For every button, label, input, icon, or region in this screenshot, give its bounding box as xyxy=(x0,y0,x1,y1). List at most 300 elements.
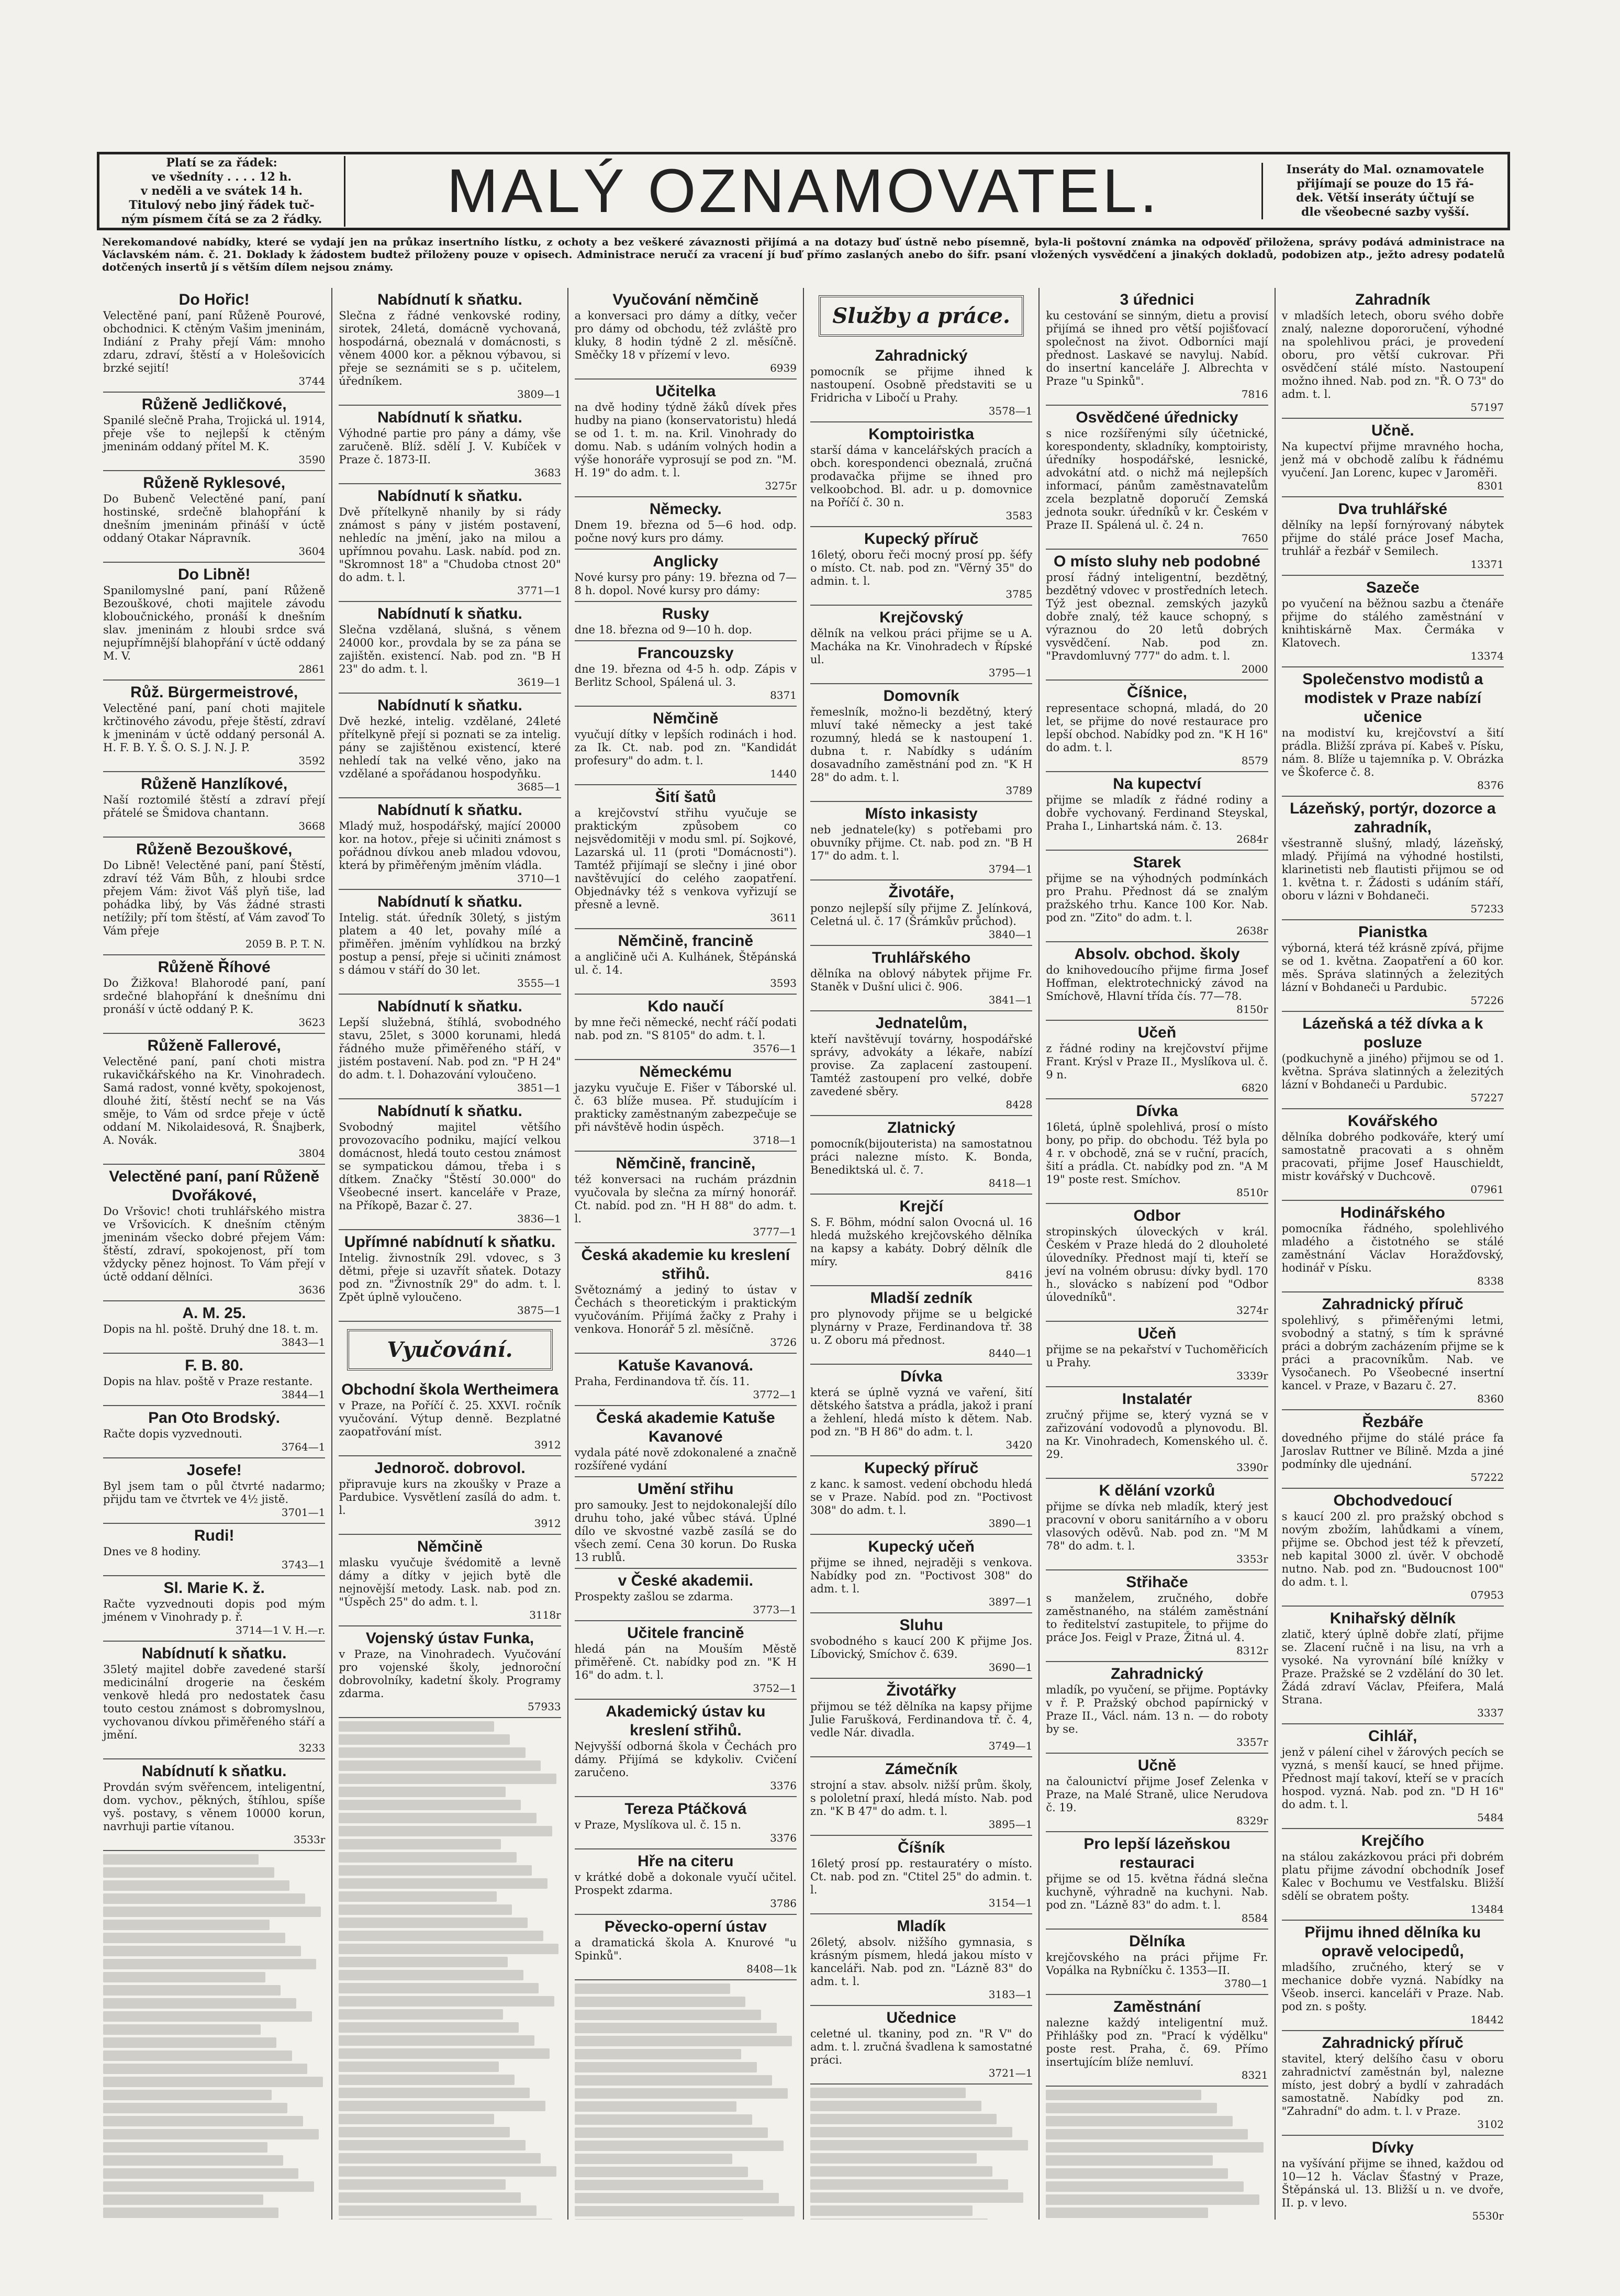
ad-text: přijme se od 15. května řádná slečna kuchyně, výhradně na kuchyni. Nab. pod zn. "Lázně 83" do adm. t. l. xyxy=(1046,1873,1268,1911)
ad-text: svobodného s kaucí 200 K přijme Jos. Líbovický, Smíchov č. 639. xyxy=(810,1635,1033,1660)
ad-code: 57197 xyxy=(1470,401,1504,414)
classified-ad xyxy=(103,393,325,471)
ad-text: Velectěné paní, paní choti majitele krčtinového závodu, přeje štěstí, zdraví k jmeninám v úctě oddaný personál A. H. F. B. Y. Š. O. S. J. N. J. P. xyxy=(103,702,326,754)
ad-text: z řádné rodiny na krejčovství přijme Frant. Krýsl v Praze II., Myslíkova ul. č. 9 n. xyxy=(1046,1042,1268,1081)
ad-text: Spanilomyslné paní, paní Růženě Bezouškové, choti majitele závodu kloboučnického, pronáší k dnešním slav. jmeninám z hloubi srdce svá nejupřímnější blahopřání v úctě oddaný M. V. xyxy=(103,584,326,662)
ad-headline: Zahradnický příruč xyxy=(1322,2034,1463,2052)
ad-headline: Obchodní škola Wertheimera xyxy=(341,1381,558,1398)
classified-ad xyxy=(575,641,797,707)
classified-ad xyxy=(575,1060,797,1152)
ad-headline: Krejčího xyxy=(1361,1832,1424,1849)
ad-code: 57226 xyxy=(1470,994,1504,1007)
ad-text: na dvě hodiny týdně žáků dívek přes hudby na piano (konservatoristu) hledá se od 1. t. m. na. Kril. Vinohrady do domu. Nab. s udáním volných hodin a výše honoráře vyprosují se pod zn. "M. H. 19" do adm. t. l. xyxy=(574,401,797,479)
classified-ad xyxy=(575,1354,797,1406)
masthead xyxy=(97,152,1510,230)
ad-headline: Katuše Kavanová. xyxy=(618,1357,754,1374)
ad-headline: Zahradník xyxy=(1355,291,1431,308)
ad-headline: Akademický ústav ku kreslení střihů. xyxy=(606,1703,766,1739)
ad-text: pomocník(bijouterista) na samostatnou práci nalezne místo. K. Bonda, Benediktská ul. č. 7. xyxy=(810,1138,1033,1176)
ad-code: 13484 xyxy=(1470,1903,1504,1915)
classified-ad xyxy=(103,1354,325,1406)
ad-headline: Zahradnický xyxy=(1111,1665,1203,1682)
ad-text: Dopis na hl. poště. Druhý dne 18. t. m. xyxy=(103,1323,319,1335)
ad-text: Nové kursy pro pány: 19. března od 7—8 h. dopol. Nové kursy pro dámy: xyxy=(574,571,797,597)
ad-text: prosí řádný inteligentní, bezdětný, bezdětný vdovec v prostředních letech. Týž jest obeznal. zemských jazyků dobře znalý, též kauce schopný, s výraznou do 20 letů dobrých vysvědčení. Nab. pod zn. "Pravdomluvný 777" do adm. t. l. xyxy=(1046,571,1268,662)
classified-ad xyxy=(103,681,325,772)
classified-ad xyxy=(339,1099,561,1230)
ad-headline: Odbor xyxy=(1133,1207,1181,1224)
ad-code: 8150r xyxy=(1236,1003,1268,1016)
ad-code: 3789 xyxy=(1005,784,1033,797)
ad-headline: Pianistka xyxy=(1358,923,1427,941)
ad-code: 1440 xyxy=(770,767,797,780)
ad-code: 3376 xyxy=(770,1779,797,1792)
ad-headline: Růženě Bezouškové, xyxy=(136,841,293,858)
ad-headline: Životáře, xyxy=(888,884,954,901)
ad-code: 3420 xyxy=(1005,1439,1033,1451)
ad-text: přijme se na pekařství v Tuchoměřicích u Prahy. xyxy=(1046,1343,1268,1369)
ad-text: by mne řeči německé, nechť ráčí podati nab. pod zn. "S 8105" do adm. t. l. xyxy=(574,1016,797,1042)
ad-text: Provdán svým svěřencem, inteligentní, dom. vychov., pěkných, štíhlou, spíše vyš. postavy, s věnem 10000 korun, navrhuji partie vítanou. xyxy=(103,1781,326,1833)
classified-ad xyxy=(1282,1292,1504,1410)
insertion-rules-box xyxy=(1261,163,1507,219)
ad-code: 3183—1 xyxy=(988,1988,1033,2001)
ad-code: 57933 xyxy=(528,1700,561,1713)
ad-headline: Nabídnutí k sňatku. xyxy=(377,605,522,622)
classified-ad xyxy=(1046,942,1268,1021)
ad-headline: Nabídnutí k sňatku. xyxy=(377,409,522,426)
classified-ad xyxy=(575,1915,797,1980)
ad-code: 8416 xyxy=(1005,1268,1033,1281)
ad-text: dne 19. března od 4-5 h. odp. Zápis v Berlitz School, Spálená ul. 3. xyxy=(574,663,797,688)
ad-headline: Nabídnutí k sňatku. xyxy=(141,1645,287,1662)
classified-ad xyxy=(810,802,1032,880)
classified-column xyxy=(97,288,332,2220)
ad-code: 8418—1 xyxy=(988,1177,1033,1189)
ad-headline: Hodinářského xyxy=(1340,1204,1445,1221)
ad-code: 3690—1 xyxy=(988,1661,1033,1674)
classified-ad xyxy=(339,602,561,694)
ad-text: Do Bubenč Velectěné paní, paní hostinské, srdečně blahopřání k dnešním jmeninám přináší v úctě oddaný Otakar Nápravník. xyxy=(103,493,326,544)
ad-text: Prospekty zašlou se zdarma. xyxy=(574,1590,733,1603)
ad-code: 3683 xyxy=(534,466,561,479)
classified-ad xyxy=(810,1456,1032,1535)
ad-headline: Německému xyxy=(639,1063,732,1080)
ad-headline: Učitele francině xyxy=(627,1624,744,1642)
classified-ad xyxy=(1282,497,1504,576)
newsprint-filler xyxy=(103,1854,325,2220)
ad-code: 7816 xyxy=(1241,388,1268,400)
classified-ad xyxy=(575,1243,797,1354)
ad-text: pro plynovody přijme se u belgické plynárny v Praze, Ferdinandova tř. 38 u. Z oboru má přednost. xyxy=(810,1308,1033,1346)
ad-headline: Česká akademie Katuše Kavanové xyxy=(596,1409,775,1445)
ad-code: 3576—1 xyxy=(753,1042,797,1055)
ad-code: 07953 xyxy=(1470,1589,1504,1601)
ad-code: 3636 xyxy=(298,1284,326,1296)
ad-code: 3764—1 xyxy=(281,1441,326,1453)
ad-code: 3809—1 xyxy=(517,388,561,400)
newsprint-filler xyxy=(575,1983,797,2220)
ad-headline: Starek xyxy=(1133,854,1181,871)
ad-text: po vyučení na běžnou sazbu a čtenáře přijme do stálého zaměstnání v knihtiskárně Max. Čermáka v Klatovech. xyxy=(1281,597,1504,649)
ad-headline: Kupecký příruč xyxy=(864,1459,979,1477)
right-line: dle všeobecné sazby vyšší. xyxy=(1301,205,1469,219)
classified-ad xyxy=(810,1286,1032,1365)
ad-headline: Střihače xyxy=(1126,1574,1188,1591)
ad-headline: Vyučování němčině xyxy=(612,291,759,308)
classified-ad xyxy=(575,707,797,785)
classified-ad xyxy=(1046,1099,1268,1204)
ad-headline: Nabídnutí k sňatku. xyxy=(377,697,522,714)
ad-text: celetné ul. tkaniny, pod zn. "R V" do adm. t. l. zručná švadlena k samostatné práci. xyxy=(810,2027,1033,2066)
classified-ad xyxy=(103,471,325,563)
ad-headline: Komptoiristka xyxy=(868,426,974,443)
ad-code: 3593 xyxy=(770,977,797,989)
ad-code: 3611 xyxy=(770,911,797,924)
ad-code: 3685—1 xyxy=(517,781,561,793)
ad-code: 3592 xyxy=(298,754,326,767)
pricing-box xyxy=(99,156,345,227)
newsprint-filler xyxy=(810,2088,1032,2220)
classified-ad xyxy=(575,1621,797,1700)
ad-code: 3619—1 xyxy=(517,676,561,688)
classified-ad xyxy=(1282,1921,1504,2031)
ad-headline: v České akademii. xyxy=(618,1572,754,1589)
classified-ad xyxy=(339,288,561,406)
classified-ad xyxy=(1046,1832,1268,1930)
classified-ad xyxy=(575,1700,797,1797)
ad-code: 3590 xyxy=(298,453,326,466)
classified-column xyxy=(1040,288,1275,2220)
ad-code: 8360 xyxy=(1477,1392,1504,1405)
ad-headline: Krejčí xyxy=(899,1198,943,1215)
ad-code: 3274r xyxy=(1236,1304,1268,1317)
ad-code: 3786 xyxy=(770,1897,797,1910)
ad-code: 8408—1k xyxy=(746,1963,797,1975)
ad-code: 3804 xyxy=(298,1147,326,1160)
ad-code: 3357r xyxy=(1236,1736,1268,1748)
ad-headline: Učně xyxy=(1137,1757,1177,1774)
ad-code: 3843—1 xyxy=(281,1336,326,1348)
classified-column xyxy=(1276,288,1510,2220)
ad-headline: Řezbáře xyxy=(1362,1413,1424,1431)
classified-ad xyxy=(1282,667,1504,797)
classified-ad xyxy=(1282,2031,1504,2136)
ad-code: 2638r xyxy=(1236,924,1268,937)
ad-code: 3555—1 xyxy=(517,977,561,989)
ad-headline: 3 úřednici xyxy=(1120,291,1194,308)
ad-headline: Truhlářského xyxy=(872,949,971,966)
ad-text: Do Libně! Velectěné paní, paní Štěstí, zdraví též Vám Bůh, z hloubi srdce přejem Vám: život Váš plyň tiše, lad pohádka libý, by Vás žádné strasti netížily; pří tom štěstí, ať Vám zavoď To Vám přeje xyxy=(103,859,326,937)
ad-text: a dramatická škola A. Knurové "u Spinků". xyxy=(574,1936,797,1962)
ad-headline: Na kupectví xyxy=(1113,775,1201,793)
right-line: přijímají se pouze do 15 řá- xyxy=(1297,177,1474,191)
classified-ad xyxy=(339,1626,561,1718)
ad-headline: Dívka xyxy=(1136,1102,1178,1120)
ad-text: strojní a stav. absolv. nižší prům. školy, s pololetní praxí, hledá místo. Nab. pod zn. "K B 47" do adm. t. l. xyxy=(810,1779,1033,1818)
ad-text: na vyšívání přijme se ihned, každou od 10—12 h. Václav Šťastný v Praze, Štěpánská ul. 13. Bližší u n. ve dvoře, II. p. v levo. xyxy=(1281,2157,1504,2209)
classified-ad xyxy=(810,1195,1032,1286)
ad-headline: Zámečník xyxy=(885,1760,958,1778)
ad-code: 8338 xyxy=(1477,1275,1504,1287)
classified-ad xyxy=(1282,419,1504,497)
ad-code: 3275r xyxy=(765,480,797,492)
classified-ad xyxy=(103,1034,325,1165)
classified-ad xyxy=(1046,772,1268,851)
classified-ad xyxy=(339,406,561,484)
ad-text: všestranně slušný, mladý, lázeňský, mladý. Přijímá na výhodné hostilsti, klarinetisti neb flautisti přijmou se od 1. května t. r. Žádosti s udáním stáří, oboru v lázni v Bohdaneči. xyxy=(1281,837,1504,902)
ad-code: 8579 xyxy=(1241,754,1268,767)
classified-ad xyxy=(1046,550,1268,681)
ad-code: 3795—1 xyxy=(988,666,1033,679)
ad-text: mlasku vyučuje švédomitě a levně dámy a dítky v jejich bytě dle nejnovější metody. Lask. nab. pod zn. "Úspěch 25" do adm. t. l. xyxy=(339,1556,561,1608)
ad-text: přijme se dívka neb mladík, který jest pracovní v oboru sanitárního a v oboru vlasových oděvů. Nab. pod zn. "M M 78" do adm. t. l. xyxy=(1046,1500,1268,1552)
classified-ad xyxy=(1282,1109,1504,1201)
ad-code: 3749—1 xyxy=(988,1740,1033,1752)
ad-headline: Kupecký učeň xyxy=(868,1538,975,1555)
ad-text: 26letý, absolv. nižšího gymnasia, s krásným písmem, hledá jakou místo v kanceláři. Nab. pod zn. "Lázně 83" do adm. t. l. xyxy=(810,1936,1033,1988)
ad-text: Račte dopis vyzvednouti. xyxy=(103,1428,242,1440)
ad-text: pomocníka řádného, spolehlivého mladého a čistotného se stálé zaměstnání Václav Horažďovský, hodinář v Písku. xyxy=(1281,1222,1504,1274)
ad-headline: Růženě Hanzlíkové, xyxy=(141,775,288,793)
right-line: dek. Větší inseráty účtují se xyxy=(1296,191,1474,205)
ad-headline: Domovník xyxy=(883,687,959,705)
ad-text: pomocník se přijme ihned k nastoupení. Osobně představiti se u Fridricha v Libočí u Prahy. xyxy=(810,365,1033,404)
ad-code: 3771—1 xyxy=(517,584,561,597)
ad-code: 3583 xyxy=(1005,509,1033,522)
ad-headline: O místo sluhy neb podobné xyxy=(1053,553,1260,570)
ad-headline: Učeň xyxy=(1137,1325,1177,1342)
classified-ad xyxy=(1282,1607,1504,1724)
newsprint-filler xyxy=(339,1721,561,2220)
classified-ad xyxy=(1282,1410,1504,1489)
ad-headline: Lázeňský, portýr, dozorce a zahradník, xyxy=(1290,800,1496,836)
classified-ad xyxy=(103,838,325,955)
ad-headline: Pěvecko-operní ústav xyxy=(604,1918,767,1935)
ad-text: Nejvyšší odborná škola v Čechách pro dámy. Přijímá se kdykoliv. Cvičení zaručeno. xyxy=(574,1740,797,1779)
ad-text: dělník na velkou práci přijme se u A. Macháka na Kr. Vinohradech v Řípské ul. xyxy=(810,627,1033,666)
ad-text: neb jednatele(ky) s potřebami pro obuvníky přijme. Ct. nab. pod zn. "B H 17" do adm. t. l. xyxy=(810,823,1033,862)
ad-text: Svobodný majitel většího provozovacího podniku, mající velkou domácnost, hledá touto cestou známost se sympatickou dámou, třeba i s dítkem. Značky "Štěstí 30.000" do Všeobecné insert. kanceláře v Praze, na Příkopě, Bazar č. 27. xyxy=(339,1121,561,1212)
ad-headline: Nabídnutí k sňatku. xyxy=(377,893,522,910)
ad-text: Dvě přítelkyně nhanily by si rády známost s pány v jistém postavení, nehledíc na jmění, jako na milou a upřímnou povahu. Lask. nabíd. pod zn. "Skromnost 18" a "Chudoba ctnost 20" do adm. t. l. xyxy=(339,506,561,584)
ad-headline: Učitelka xyxy=(655,383,716,400)
ad-code: 3875—1 xyxy=(517,1304,561,1317)
classified-ad xyxy=(810,1535,1032,1613)
ad-text: kteří navštěvují továrny, hospodářské správy, advokáty a lékaře, nabízí provise. Za zaplacení zastoupení. Tamtéž zastoupení pro velké, dobře zavedené sběry. xyxy=(810,1033,1033,1098)
ad-text: dělníky na lepší fornýrovaný nábytek přijme do stálé práce Josef Macha, truhlář a řezbář v Semilech. xyxy=(1281,519,1504,558)
ad-text: Intelig. stát. úředník 30letý, s jistým platem a 40 let, povahy mílé a přiměřen. jměním vyhlídkou na brzký postup a pensí, přeje si učiniti známost s dámou v stáří do 30 let. xyxy=(339,911,561,976)
ad-text: z kanc. k samost. vedení obchodu hledá se v Praze. Nabíd. pod zn. "Poctivost 308" do adm. t. l. xyxy=(810,1478,1033,1517)
left-line: Titulový nebo jiný řádek tuč- xyxy=(129,198,315,212)
ad-text: hledá pán na Mouším Městě přiměřeně. Ct. nabídky pod zn. "K H 16" do adm. t. l. xyxy=(574,1643,797,1681)
ad-code: 3785 xyxy=(1005,588,1033,600)
newsprint-filler xyxy=(1046,2090,1268,2220)
classified-ad xyxy=(103,772,325,838)
ad-code: 3752—1 xyxy=(753,1682,797,1695)
ad-text: jazyku vyučuje E. Fišer v Táborské ul. č. 63 blíže musea. Př. studujícím i prakticky zaměstnaným zabezpečuje se při návštěvě hodin úspěch. xyxy=(574,1082,797,1133)
ad-text: dne 18. března od 9—10 h. dop. xyxy=(574,623,753,636)
ad-code: 3668 xyxy=(298,820,326,832)
ad-text: a konversaci pro dámy a dítky, večer pro dámy od obchodu, též zvláště pro kluky, 8 hodin týdně 2 zl. měsíčně. Směčky 18 v přízemí v levo. xyxy=(574,309,797,361)
classified-ad xyxy=(810,880,1032,946)
classified-ad xyxy=(1282,1201,1504,1292)
ad-headline: Tereza Ptáčková xyxy=(624,1800,747,1818)
ad-headline: Kdo naučí xyxy=(647,998,724,1015)
ad-code: 2861 xyxy=(298,663,326,675)
right-line: Inseráty do Mal. oznamovatele xyxy=(1286,163,1484,176)
ad-text: zručný přijme se, který vyzná se v zařizování vodovodů a plynovodu. Bl. na Kr. Vinohradech, Komenského ul. č. 29. xyxy=(1046,1409,1268,1461)
ad-code: 57233 xyxy=(1470,902,1504,915)
ad-text: nalezne každý inteligentní muž. Přihlášky pod zn. "Prací k výdělku" poste rest. Praha, č. 69. Přímo insertujícím blíže nemluví. xyxy=(1046,2016,1268,2068)
ad-headline: Dívka xyxy=(900,1368,943,1385)
classified-ad xyxy=(103,955,325,1034)
ad-text: vyučují dítky v lepších rodinách i hod. za Ik. Ct. nab. pod zn. "Kandidát profesury" do adm. t. l. xyxy=(574,728,797,767)
classified-ad xyxy=(103,1301,325,1354)
ad-text: starší dáma v kancelářských pracích a obch. korespondenci obeznalá, zručná prodavačka přijme se ihned pro velkoobchod. Bl. adr. u p. domovnice na Poříčí č. 30 n. xyxy=(810,444,1033,509)
ad-text: Výhodné partie pro pány a dámy, vše zaručeně. Blíž. sdělí J. V. Kubíček v Praze č. 1873-II. xyxy=(339,427,561,466)
classified-ad xyxy=(1046,1754,1268,1832)
classified-ad xyxy=(575,1797,797,1849)
ad-code: 3710—1 xyxy=(517,872,561,885)
ad-text: přijme se ihned, nejraději s venkova. Nabídky pod zn. "Poctivost 308" do adm. t. l. xyxy=(810,1556,1033,1595)
ad-text: v Praze, Myslíkova ul. č. 15 n. xyxy=(574,1819,742,1831)
ad-code: 2000 xyxy=(1241,663,1268,675)
ad-code: 3233 xyxy=(298,1742,326,1754)
ad-text: Dopis na hlav. poště v Praze restante. xyxy=(103,1375,313,1388)
classified-ad xyxy=(810,684,1032,802)
ad-headline: Dělníka xyxy=(1129,1933,1185,1950)
classified-ad xyxy=(810,1613,1032,1679)
ad-text: Byl jsem tam o půl čtvrté nadarmo; přijdu tam ve čtvrtek ve 4½ jistě. xyxy=(103,1480,326,1506)
ad-code: 3841—1 xyxy=(988,994,1033,1006)
ad-text: 16letá, úplně spolehlivá, prosí o místo bony, po přip. do obchodu. Též byla po 4 r. v obchodě, zná se v ruční, pracích, šití a prádla. Ct. nabídky pod zn. "A M 19" poste rest. Smíchov. xyxy=(1046,1121,1268,1186)
ad-text: Praha, Ferdinandova tř. čís. 11. xyxy=(574,1375,750,1388)
ad-code: 3743—1 xyxy=(281,1558,326,1571)
ad-code: 07961 xyxy=(1470,1183,1504,1196)
ad-code: 3154—1 xyxy=(988,1897,1033,1909)
ad-text: a angličině uči A. Kulhánek, Štěpánská ul. č. 14. xyxy=(574,951,797,976)
ad-headline: Jednatelům, xyxy=(875,1015,967,1032)
ad-text: Velectěné paní, paní choti mistra rukavičkářského na Kr. Vinohradech. Samá radost, vonné květy, spokojenost, dlouhé žití, štěstí nechť se na Vás směje, to Vám od srdce přeje v úctě oddaní M. Nikolaidesová, R. Šnajberk, A. Novák. xyxy=(103,1055,326,1146)
ad-headline: A. M. 25. xyxy=(182,1305,247,1322)
ad-text: v Praze, na Poříčí č. 25. XXVI. ročník vyučování. Výtup denně. Bezplatné zaopatřování míst. xyxy=(339,1399,561,1438)
ad-text: do knihovedoucího přijme firma Josef Hoffman, elektrotechnický závod na Smíchově, Hlavní třída čís. 77—78. xyxy=(1046,964,1268,1002)
ad-text: zlatič, který úplně dobře zlatí, přijme se. Zlacení ručně i na lisu, na vrh a vysoké. Na vyrovnání bílé knížky v Praze. Pražské se 2 vzdělání do 30 let. Žádá zdraví Václav, Pfeifera, Malá Strana. xyxy=(1281,1628,1504,1706)
ad-text: vydala páté nově zdokonalené a značně rozšířené vydání xyxy=(574,1446,797,1472)
ad-code: 8510r xyxy=(1236,1186,1268,1199)
classified-ad xyxy=(1282,288,1504,419)
ad-code: 3390r xyxy=(1236,1461,1268,1474)
classified-ad xyxy=(1046,1479,1268,1570)
ad-headline: Nabídnutí k sňatku. xyxy=(377,487,522,505)
ad-headline: Dívky xyxy=(1371,2139,1414,2156)
classified-ad xyxy=(339,1378,561,1456)
ad-text: Intelig. živnostník 29l. vdovec, s 3 dětmi, přeje si uzavřít sňatek. Dotazy pod zn. "Živnostník 29" do adm. t. l. Zpět úplně vyloučeno. xyxy=(339,1252,561,1303)
ad-headline: Josefe! xyxy=(186,1462,242,1479)
ad-headline: Nabídnutí k sňatku. xyxy=(377,1102,522,1120)
classified-ad xyxy=(339,484,561,602)
ad-headline: Pan Oto Brodský. xyxy=(148,1409,281,1426)
ad-text: Naší roztomilé štěstí a zdraví přejí přátelé se Šmidova chantann. xyxy=(103,794,326,819)
ad-text: Do Vršovic! choti truhlářského mistra ve Vršovicích. K dnešním ctěným jmeninám všecko dobré přejem Vám: štěstí, zdraví, spokojenost, pří tom vždycky pěnez hojnost. To Vám přejí v úctě oddaní dělníci. xyxy=(103,1205,326,1283)
ad-text: připravuje kurs na zkoušky v Praze a Pardubice. Vysvětlení zasílá do adm. t. l. xyxy=(339,1478,561,1517)
classified-column xyxy=(332,288,568,2220)
classified-ad xyxy=(339,995,561,1099)
classified-column xyxy=(804,288,1040,2220)
classified-ad xyxy=(810,2006,1032,2085)
ad-code: 3718—1 xyxy=(753,1134,797,1146)
ad-text: representace schopná, mladá, do 20 let, se přijme do nové restaurace pro lepší obchod. Nabídky pod zn. "K H 16" do adm. t. l. xyxy=(1046,702,1268,754)
classified-ad xyxy=(1282,2136,1504,2220)
classified-ad xyxy=(575,288,797,380)
ad-code: 3701—1 xyxy=(281,1506,326,1519)
ad-code: 3533r xyxy=(293,1833,326,1846)
ad-code: 5530r xyxy=(1472,2210,1504,2220)
ad-text: Lepší služebná, štíhlá, svobodného stavu, 25let, s 3000 korunami, hledá řádného muže přiměřeného stáří, v jistém postavení. Nab. pod zn. "P H 24" do adm. t. l. Dohazování vyloučeno. xyxy=(339,1016,561,1081)
ad-code: 6820 xyxy=(1241,1082,1268,1094)
ad-headline: Mladík xyxy=(897,1918,946,1935)
ad-headline: Absolv. obchod. školy xyxy=(1074,945,1240,963)
ad-headline: Pro lepší lázeňskou restauraci xyxy=(1083,1835,1231,1871)
section-title: MALÝ OZNAMOVATEL. xyxy=(446,157,1160,226)
ad-code: 3726 xyxy=(770,1336,797,1348)
ad-text: 16letý, oboru řeči mocný prosí pp. šéfy o místo. Ct. nab. pod zn. "Věrný 35" do admin. t. l. xyxy=(810,549,1033,587)
ad-headline: Životářky xyxy=(886,1682,956,1699)
classified-ad xyxy=(575,785,797,929)
ad-headline: Učednice xyxy=(886,2009,956,2026)
section-heading: Vyučování. xyxy=(347,1329,552,1370)
ad-text: s kaucí 200 zl. pro pražský obchod s novým zbožím, lahůdkami a vínem, přijme se. Obchod jest též k převzetí, neb kapital 3000 zl. úvěr. V obchodě nutno. Nab. pod zn. "Budoucnost 100" do adm. t. l. xyxy=(1281,1510,1504,1588)
classified-ad xyxy=(1046,1930,1268,1995)
ad-headline: Francouzsky xyxy=(638,644,734,662)
ad-headline: Krejčovský xyxy=(879,609,964,626)
ad-code: 3337 xyxy=(1477,1707,1504,1719)
classified-ad xyxy=(103,288,325,393)
ad-headline: Němčině, francině xyxy=(618,932,754,950)
ad-headline: Nabídnutí k sňatku. xyxy=(377,801,522,819)
ad-text: stavitel, který delšího času v oboru zahradnictví zaměstnán byl, nalezne místo, jest dobrý a bydlí v zahradách samostatně. Nabídky pod zn. "Zahradní" do adm. t. l. v Praze. xyxy=(1281,2053,1504,2117)
ad-headline: Společenstvo modistů a modistek v Praze nabízí učenice xyxy=(1302,671,1483,726)
ad-code: 13371 xyxy=(1470,558,1504,571)
ad-code: 3794—1 xyxy=(988,863,1033,875)
classified-ad xyxy=(810,946,1032,1011)
ad-text: přijme se na výhodných podmínkách pro Prahu. Přednost dá se znalým pražského trhu. Kance 100 Kor. Nab. pod zn. "Zito" do adm. t. l. xyxy=(1046,872,1268,924)
ad-headline: F. B. 80. xyxy=(185,1357,244,1374)
classified-ad xyxy=(103,1458,325,1524)
newspaper-page xyxy=(81,147,1526,2220)
classified-ad xyxy=(1282,1829,1504,1921)
ad-code: 3780—1 xyxy=(1224,1977,1268,1990)
ad-code: 3721—1 xyxy=(988,2067,1033,2079)
ad-code: 3339r xyxy=(1236,1369,1268,1382)
classified-ad xyxy=(103,1165,325,1301)
ad-text: 35letý majitel dobře zavedené starší medicinální drogerie na českém venkově hledá pro nedostatek času touto cestou známost s dobromyslnou, vychovanou dívkou přiměřeného stáří a jmění. xyxy=(103,1663,326,1741)
ad-text: která se úplně vyzná ve vaření, šití dětského šatstva a prádla, jakož i praní a žehlení, hledá místo k dětem. Nab. pod zn. "B H 86" do adm. t. l. xyxy=(810,1386,1033,1438)
classified-ad xyxy=(1046,1322,1268,1387)
ad-headline: Růženě Říhové xyxy=(158,958,271,976)
ad-code: 3714—1 V. H.—r. xyxy=(236,1624,326,1636)
classified-ad xyxy=(1046,851,1268,942)
ad-text: Spanilé slečně Praha, Trojická ul. 1914, přeje vše to nejlepší k ctěným jmeninám oddaný přítel M. K. xyxy=(103,414,326,453)
classified-ad xyxy=(575,929,797,995)
ad-headline: Růženě Ryklesové, xyxy=(143,474,286,492)
ad-text: v Praze, na Vinohradech. Vyučování pro vojenské školy, jednoroční dobrovolníky, kadetní školy. Programy zdarma. xyxy=(339,1648,561,1700)
classified-ad xyxy=(1282,1724,1504,1829)
ad-headline: Rudi! xyxy=(194,1527,234,1544)
ad-text: dělníka na oblový nábytek přijme Fr. Staněk v Dušní ulici č. 906. xyxy=(810,967,1033,993)
classified-ad xyxy=(810,527,1032,606)
